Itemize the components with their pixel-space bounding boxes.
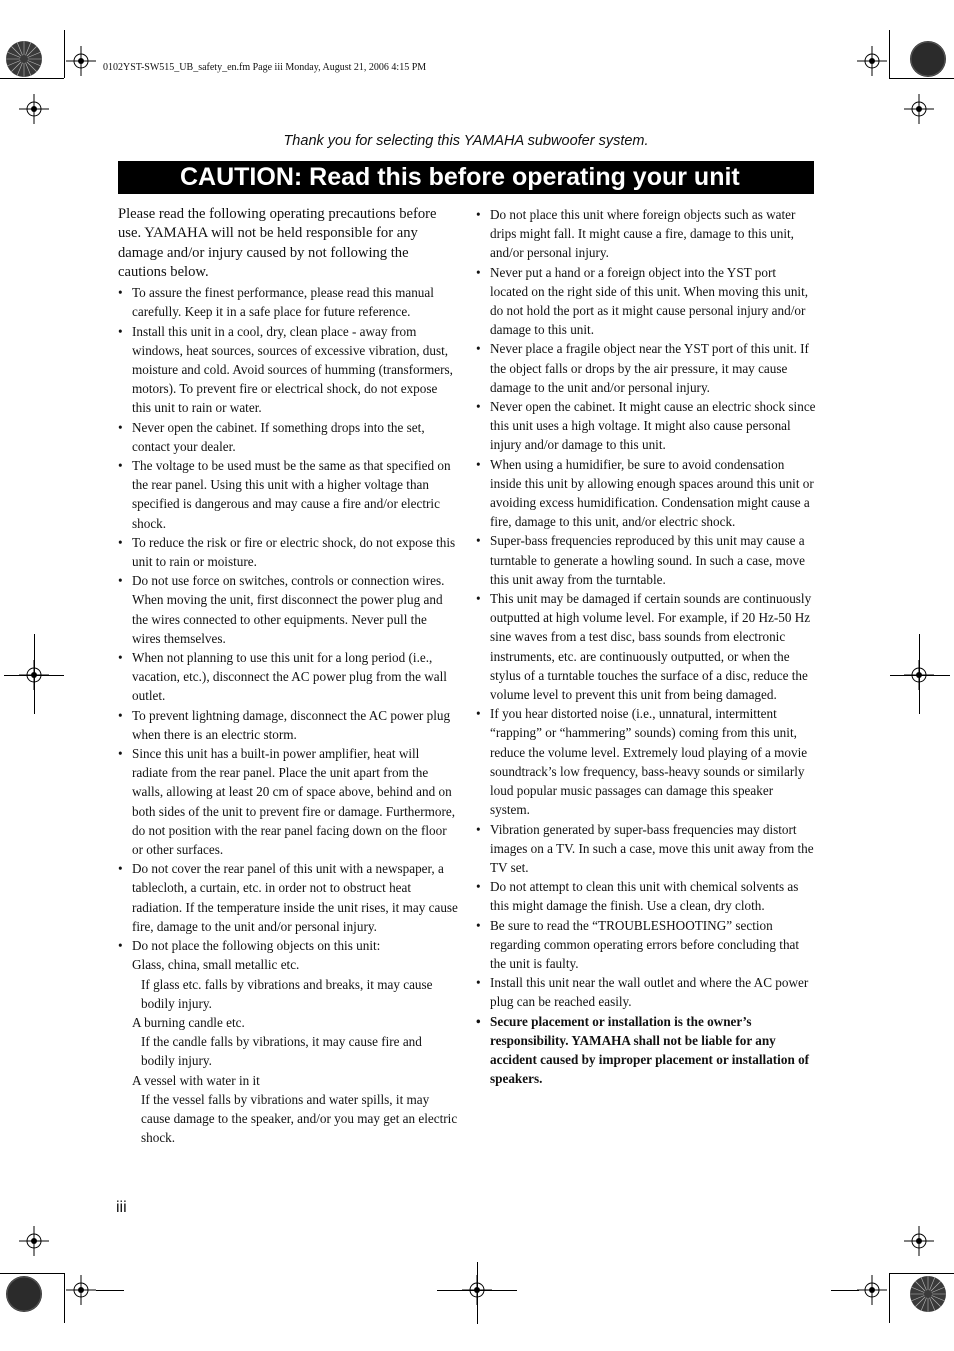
file-header-meta: 0102YST-SW515_UB_safety_en.fm Page iii Monday, August 21, 2006 4:15 PM: [103, 62, 427, 73]
object-label: A burning candle etc.: [132, 1014, 245, 1030]
bullet-icon: •: [476, 456, 481, 472]
bullet-icon: •: [118, 746, 123, 762]
caution-item-objects: [118, 936, 458, 1147]
caution-item: • Install this unit in a cool, dry, clean place - away from windows, heat sources, sources of excessive vibration, dust, moisture and cold. Avoid sources of humming (transformers, motors). To prevent fire or electrical shock, do not expose this unit to rain or water.: [118, 323, 453, 416]
object-warning: If the vessel falls by vibrations and water spills, it may cause damage to the speaker, and/or you may get an electric shock.: [141, 1091, 458, 1146]
crosshair-icon: [904, 1226, 934, 1256]
bullet-icon: •: [476, 533, 481, 549]
objects-lead: Do not place the following objects on this unit:: [132, 938, 381, 954]
bullet-icon: •: [476, 1013, 481, 1029]
bullet-icon: •: [118, 323, 123, 339]
bullet-icon: •: [118, 534, 123, 550]
title-bar: [118, 161, 814, 194]
bullet-icon: •: [118, 419, 123, 435]
caution-item: • Install this unit near the wall outlet and where the AC power plug can be reached easily.: [476, 975, 809, 1010]
caution-list-right: [476, 205, 816, 1088]
crosshair-icon: [904, 94, 934, 124]
crosshair-icon: [857, 1275, 887, 1305]
caution-item: • Vibration generated by super-bass frequencies may distort images on a TV. In such a case, move this unit away from the TV set.: [476, 821, 814, 875]
caution-item: • Never place a fragile object near the YST port of this unit. If the object falls or drops by the air pressure, it may cause damage to the unit and/or personal injury.: [476, 341, 809, 395]
caution-item: • Since this unit has a built-in power amplifier, heat will radiate from the rear panel. Place the unit apart from the walls, allowing at least 20 cm of space above, behind and on both sides of the unit to prevent fire or damage. Furthermore, do not position with the rear panel facing down on the floor or other surfaces.: [118, 746, 456, 858]
caution-item: • Never open the cabinet. If something drops into the set, contact your dealer.: [118, 419, 425, 454]
bullet-icon: •: [476, 207, 481, 222]
caution-item: • Do not attempt to clean this unit with chemical solvents as this might damage the finish. Use a clean, dry cloth.: [476, 879, 799, 914]
caution-item: • When using a humidifier, be sure to avoid condensation inside this unit by allowing enough spaces around this unit or avoiding excess humidification. Condensation might cause a fire, damage to this unit, and/or electric shock.: [476, 456, 814, 530]
caution-item: • Do not place this unit where foreign objects such as water drips might fall. It might cause a fire, damage to this unit, and/or personal injury.: [476, 207, 796, 261]
bullet-icon: •: [118, 938, 123, 954]
bullet-icon: •: [118, 285, 123, 301]
caution-item: • To assure the finest performance, please read this manual carefully. Keep it in a safe place for future reference.: [118, 285, 434, 320]
caution-item: • Do not cover the rear panel of this unit with a newspaper, a tablecloth, a curtain, etc. in order not to obstruct heat radiation. If the temperature inside the unit rises, it may cause fire, damage to the unit and/or personal injury.: [118, 861, 458, 934]
caution-item: • The voltage to be used must be the same as that specified on the rear panel. Using this unit with a higher voltage than specified is dangerous and may cause a fire and/or electric shock.: [118, 458, 451, 531]
registration-rosette-icon: [907, 1273, 949, 1315]
page-number: iii: [116, 1199, 127, 1216]
page-subtitle: Thank you for selecting this YAMAHA subwoofer system.: [283, 133, 649, 149]
page-title: CAUTION: Read this before operating your unit: [180, 163, 740, 191]
bullet-icon: •: [476, 264, 481, 280]
bullet-icon: •: [476, 975, 481, 991]
bullet-icon: •: [476, 399, 481, 415]
bullet-icon: •: [476, 591, 481, 607]
caution-item: • This unit may be damaged if certain sounds are continuously outputted at high volume level. For example, if 20 Hz-50 Hz sine waves from a test disc, bass sounds from electronic instruments, etc. are continuously outputted, or when the stylus of a turntable touches the surface of a disc, reduce the volume level to prevent this unit from being damaged.: [476, 591, 812, 703]
bullet-icon: •: [118, 861, 123, 877]
bullet-icon: •: [476, 706, 481, 722]
crosshair-icon: [66, 46, 96, 76]
caution-list-left: [118, 283, 458, 1147]
right-column: [476, 205, 816, 1088]
object-label: A vessel with water in it: [132, 1072, 260, 1088]
caution-item: • If you hear distorted noise (i.e., unnatural, intermittent “rapping” or “hammering” sounds) coming from this unit, reduce the volume level. Extremely loud playing of a movie soundtrack’s low frequency, bass-heavy sounds or similarly loud popular music passages can damage this speaker system.: [476, 706, 808, 818]
bullet-icon: •: [476, 821, 481, 837]
bullet-icon: •: [476, 341, 481, 357]
crosshair-icon: [19, 1226, 49, 1256]
registration-dark-circle-icon: [907, 38, 949, 80]
caution-item: • To reduce the risk or fire or electric shock, do not expose this unit to rain or moisture.: [118, 534, 456, 570]
crosshair-icon: [857, 46, 887, 76]
caution-item: • Never open the cabinet. It might cause an electric shock since this unit uses a high voltage. It might also cause personal injury and/or damage to this unit.: [476, 399, 816, 453]
crosshair-icon: [66, 1275, 96, 1305]
bullet-icon: •: [476, 879, 481, 895]
registration-rosette-icon: [3, 38, 45, 80]
crosshair-icon: [19, 94, 49, 124]
bullet-icon: •: [118, 650, 123, 666]
caution-item-liability: • Secure placement or installation is the owner’s responsibility. YAMAHA shall not be liable for any accident caused by improper placement or installation of speakers.: [476, 1013, 810, 1087]
object-warning: If glass etc. falls by vibrations and breaks, it may cause bodily injury.: [141, 976, 433, 1011]
caution-item: • Do not use force on switches, controls or connection wires. When moving the unit, first disconnect the power plug and the wires connected to other equipments. Never pull the wires themselves.: [118, 573, 445, 646]
bullet-icon: •: [118, 458, 123, 474]
caution-item: • To prevent lightning damage, disconnect the AC power plug when there is an electric storm.: [118, 707, 451, 742]
caution-item: • Never put a hand or a foreign object into the YST port located on the right side of this unit. When moving this unit, do not hold the port as it might cause personal injury and/or damage to this unit.: [476, 264, 809, 338]
caution-item: • When not planning to use this unit for a long period (i.e., vacation, etc.), disconnect the AC power plug from the wall outlet.: [118, 650, 447, 704]
caution-item: • Super-bass frequencies reproduced by this unit may cause a turntable to generate a howling sound. In such a case, move this unit away from the turntable.: [476, 533, 805, 587]
registration-dark-circle-icon: [3, 1273, 45, 1315]
caution-item: • Be sure to read the “TROUBLESHOOTING” section regarding common operating errors before concluding that the unit is faulty.: [476, 917, 800, 971]
intro-paragraph: Please read the following operating precautions before use. YAMAHA will not be held responsible for any damage and/or injury caused by not following the cautions below.: [118, 206, 437, 280]
bullet-icon: •: [118, 573, 123, 589]
object-label: Glass, china, small metallic etc.: [132, 957, 300, 973]
bullet-icon: •: [118, 707, 123, 723]
left-column: [118, 205, 458, 1147]
object-warning: If the candle falls by vibrations, it may cause fire and bodily injury.: [141, 1034, 422, 1069]
bullet-icon: •: [476, 917, 481, 933]
